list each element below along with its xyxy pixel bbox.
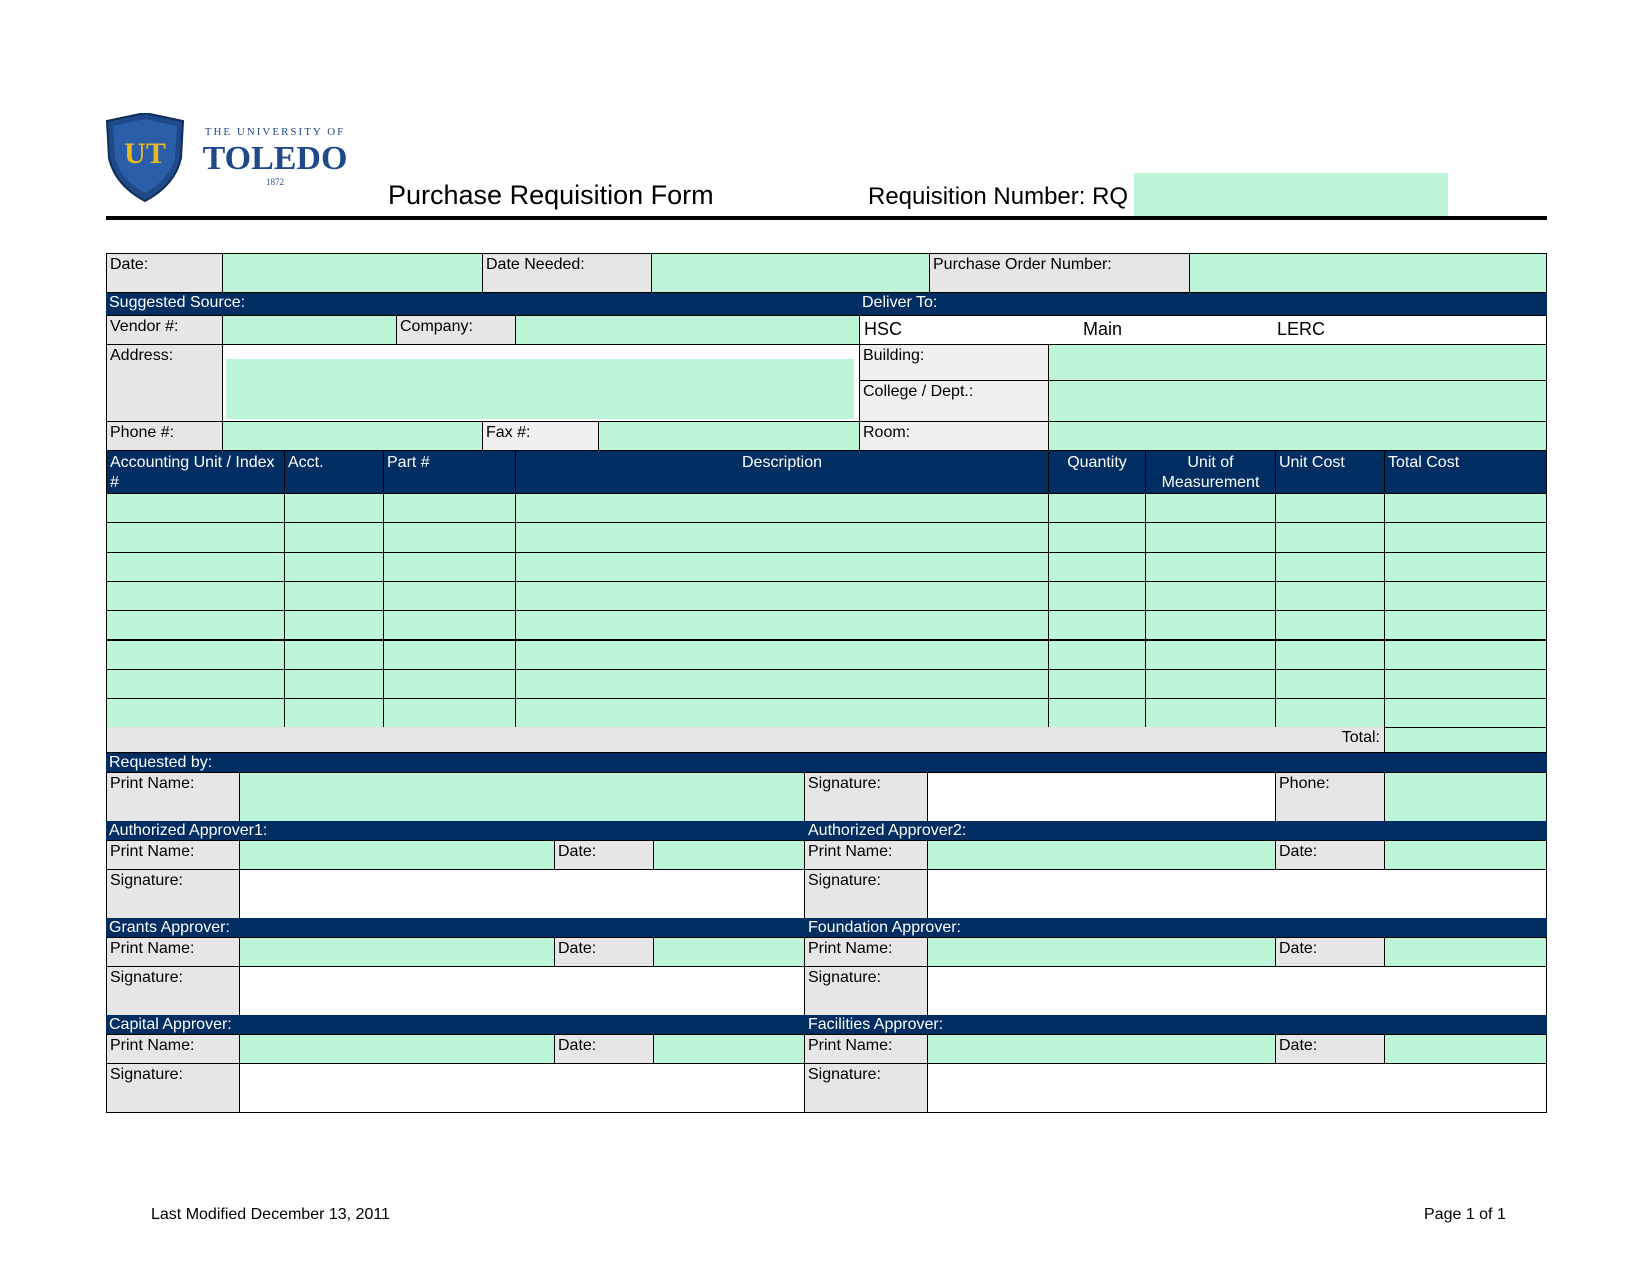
approver-3-right-date-input[interactable] — [1384, 1034, 1547, 1064]
approver-2-left-signature-input[interactable] — [239, 966, 805, 1016]
requested-print-name-input[interactable] — [239, 772, 805, 822]
address-input[interactable] — [226, 359, 854, 419]
phone-input[interactable] — [222, 421, 483, 451]
svg-text:TOLEDO: TOLEDO — [202, 140, 348, 177]
approver-2-left-header: Grants Approver: — [106, 918, 805, 937]
item-row-2-quantity-input[interactable] — [1048, 522, 1146, 552]
column-header-quantity: Quantity — [1048, 450, 1146, 494]
suggested-source-header: Suggested Source: — [106, 293, 859, 315]
deliver-to-header: Deliver To: — [859, 293, 1547, 315]
vendor-input[interactable] — [222, 315, 397, 345]
address-label: Address: — [106, 344, 223, 422]
approver-3-left-date-label: Date: — [554, 1034, 654, 1064]
column-header-acct: Acct. — [284, 450, 384, 494]
vendor-label: Vendor #: — [106, 315, 223, 345]
address-box — [222, 344, 860, 422]
item-row-4-unit-of-measurement-input[interactable] — [1145, 581, 1276, 611]
item-row-7-part-input[interactable] — [383, 669, 516, 699]
requisition-number-input[interactable] — [1134, 173, 1448, 219]
requested-signature-label: Signature: — [804, 772, 928, 822]
item-row-6-accounting-unit-input[interactable] — [106, 640, 285, 670]
approver-1-left-date-label: Date: — [554, 840, 654, 870]
item-row-1-acct-input[interactable] — [284, 493, 384, 523]
approver-2-left-signature-label: Signature: — [106, 966, 240, 1016]
item-row-1-quantity-input[interactable] — [1048, 493, 1146, 523]
requested-phone-label: Phone: — [1275, 772, 1385, 822]
item-row-7-unit-of-measurement-input[interactable] — [1145, 669, 1276, 699]
item-row-1-part-input[interactable] — [383, 493, 516, 523]
approver-2-right-signature-label: Signature: — [804, 966, 928, 1016]
item-row-6-description-input[interactable] — [515, 640, 1049, 670]
form-title: Purchase Requisition Form — [388, 180, 714, 210]
column-header-accounting-unit: Accounting Unit / Index # — [106, 450, 285, 494]
svg-text:THE UNIVERSITY OF: THE UNIVERSITY OF — [204, 126, 346, 138]
item-row-7-acct-input[interactable] — [284, 669, 384, 699]
approver-3-left-signature-label: Signature: — [106, 1063, 240, 1113]
po-number-label: Purchase Order Number: — [929, 253, 1190, 293]
approver-1-left-signature-label: Signature: — [106, 869, 240, 919]
item-row-6-total-cost-input[interactable] — [1384, 640, 1547, 670]
item-row-3-description-input[interactable] — [515, 552, 1049, 582]
item-row-6-acct-input[interactable] — [284, 640, 384, 670]
approver-1-right-signature-label: Signature: — [804, 869, 928, 919]
approver-3-left-print-name-input[interactable] — [239, 1034, 555, 1064]
date-input[interactable] — [222, 253, 483, 293]
item-row-4-unit-cost-input[interactable] — [1275, 581, 1385, 611]
fax-label: Fax #: — [482, 421, 599, 451]
total-label: Total: — [106, 727, 1385, 753]
item-row-5-total-cost-input[interactable] — [1384, 610, 1547, 640]
approver-1-right-print-name-label: Print Name: — [804, 840, 928, 870]
last-modified: Last Modified December 13, 2011 — [151, 1206, 390, 1223]
approver-3-right-header: Facilities Approver: — [805, 1015, 1547, 1034]
item-row-1-total-cost-input[interactable] — [1384, 493, 1547, 523]
item-row-7-total-cost-input[interactable] — [1384, 669, 1547, 699]
requested-signature-input[interactable] — [927, 772, 1276, 822]
item-row-5-unit-cost-input[interactable] — [1275, 610, 1385, 640]
approver-3-right-signature-label: Signature: — [804, 1063, 928, 1113]
item-row-3-quantity-input[interactable] — [1048, 552, 1146, 582]
approver-1-left-signature-input[interactable] — [239, 869, 805, 919]
date-needed-label: Date Needed: — [482, 253, 652, 293]
item-row-7-description-input[interactable] — [515, 669, 1049, 699]
approver-3-left-date-input[interactable] — [653, 1034, 805, 1064]
phone-label: Phone #: — [106, 421, 223, 451]
item-row-3-unit-of-measurement-input[interactable] — [1145, 552, 1276, 582]
building-label: Building: — [859, 344, 1049, 381]
approver-2-left-print-name-label: Print Name: — [106, 937, 240, 967]
item-row-1-description-input[interactable] — [515, 493, 1049, 523]
approver-2-left-print-name-input[interactable] — [239, 937, 555, 967]
college-dept-label: College / Dept.: — [859, 380, 1049, 422]
approver-1-left-print-name-input[interactable] — [239, 840, 555, 870]
deliver-location-options — [859, 315, 1547, 345]
column-header-total-cost: Total Cost — [1384, 450, 1547, 494]
item-row-3-acct-input[interactable] — [284, 552, 384, 582]
university-logo — [105, 113, 365, 203]
company-label: Company: — [396, 315, 516, 345]
approver-3-left-print-name-label: Print Name: — [106, 1034, 240, 1064]
column-header-unit-cost: Unit Cost — [1275, 450, 1385, 494]
item-row-5-accounting-unit-input[interactable] — [106, 610, 285, 640]
item-row-1-unit-cost-input[interactable] — [1275, 493, 1385, 523]
date-needed-input[interactable] — [651, 253, 930, 293]
item-row-4-description-input[interactable] — [515, 581, 1049, 611]
item-row-6-quantity-input[interactable] — [1048, 640, 1146, 670]
approver-1-left-header: Authorized Approver1: — [106, 821, 805, 840]
requested-print-name-label: Print Name: — [106, 772, 240, 822]
approver-3-right-print-name-input[interactable] — [927, 1034, 1276, 1064]
item-row-3-part-input[interactable] — [383, 552, 516, 582]
item-row-2-acct-input[interactable] — [284, 522, 384, 552]
approver-2-left-date-label: Date: — [554, 937, 654, 967]
item-row-7-quantity-input[interactable] — [1048, 669, 1146, 699]
svg-text:1872: 1872 — [266, 177, 284, 187]
item-row-4-acct-input[interactable] — [284, 581, 384, 611]
title-divider — [106, 216, 1547, 220]
approver-1-right-signature-input[interactable] — [927, 869, 1547, 919]
item-row-5-description-input[interactable] — [515, 610, 1049, 640]
item-row-6-unit-cost-input[interactable] — [1275, 640, 1385, 670]
room-input[interactable] — [1048, 421, 1547, 451]
item-row-2-total-cost-input[interactable] — [1384, 522, 1547, 552]
approver-2-right-print-name-label: Print Name: — [804, 937, 928, 967]
column-header-part: Part # — [383, 450, 516, 494]
item-row-7-accounting-unit-input[interactable] — [106, 669, 285, 699]
item-row-2-unit-cost-input[interactable] — [1275, 522, 1385, 552]
deliver-option-hsc[interactable]: HSC — [864, 319, 903, 339]
building-input[interactable] — [1048, 344, 1547, 381]
approver-1-right-date-input[interactable] — [1384, 840, 1547, 870]
approver-3-right-signature-input[interactable] — [927, 1063, 1547, 1113]
college-dept-input[interactable] — [1048, 380, 1547, 422]
approver-1-left-date-input[interactable] — [653, 840, 805, 870]
column-header-unit-of-measurement: Unit of Measurement — [1145, 450, 1276, 494]
approver-2-right-date-input[interactable] — [1384, 937, 1547, 967]
requested-by-header: Requested by: — [106, 753, 1547, 772]
approver-3-right-date-label: Date: — [1275, 1034, 1385, 1064]
requisition-form-grid — [106, 253, 1547, 1110]
room-label: Room: — [859, 421, 1049, 451]
item-row-6-part-input[interactable] — [383, 640, 516, 670]
item-row-4-total-cost-input[interactable] — [1384, 581, 1547, 611]
approver-2-right-print-name-input[interactable] — [927, 937, 1276, 967]
approver-1-right-date-label: Date: — [1275, 840, 1385, 870]
item-row-5-acct-input[interactable] — [284, 610, 384, 640]
item-row-4-accounting-unit-input[interactable] — [106, 581, 285, 611]
date-label: Date: — [106, 253, 223, 293]
approver-2-right-signature-input[interactable] — [927, 966, 1547, 1016]
item-row-3-accounting-unit-input[interactable] — [106, 552, 285, 582]
approver-2-right-header: Foundation Approver: — [805, 918, 1547, 937]
item-row-5-quantity-input[interactable] — [1048, 610, 1146, 640]
item-row-6-unit-of-measurement-input[interactable] — [1145, 640, 1276, 670]
deliver-option-lerc[interactable]: LERC — [1277, 319, 1326, 339]
company-input[interactable] — [515, 315, 860, 345]
item-row-5-unit-of-measurement-input[interactable] — [1145, 610, 1276, 640]
approver-3-left-signature-input[interactable] — [239, 1063, 805, 1113]
svg-text:UT: UT — [124, 137, 166, 170]
approver-1-left-print-name-label: Print Name: — [106, 840, 240, 870]
approver-1-right-print-name-input[interactable] — [927, 840, 1276, 870]
requested-phone-input[interactable] — [1384, 772, 1547, 822]
approver-3-left-header: Capital Approver: — [106, 1015, 805, 1034]
item-row-2-description-input[interactable] — [515, 522, 1049, 552]
column-header-description: Description — [515, 450, 1049, 494]
item-row-2-part-input[interactable] — [383, 522, 516, 552]
item-row-5-part-input[interactable] — [383, 610, 516, 640]
approver-2-right-date-label: Date: — [1275, 937, 1385, 967]
item-row-1-accounting-unit-input[interactable] — [106, 493, 285, 523]
page-number: Page 1 of 1 — [1424, 1206, 1506, 1223]
item-row-2-unit-of-measurement-input[interactable] — [1145, 522, 1276, 552]
po-number-input[interactable] — [1189, 253, 1547, 293]
approver-3-right-print-name-label: Print Name: — [804, 1034, 928, 1064]
item-row-3-unit-cost-input[interactable] — [1275, 552, 1385, 582]
item-row-4-quantity-input[interactable] — [1048, 581, 1146, 611]
deliver-option-main[interactable]: Main — [1083, 319, 1123, 339]
item-row-7-unit-cost-input[interactable] — [1275, 669, 1385, 699]
approver-2-left-date-input[interactable] — [653, 937, 805, 967]
total-cost-input[interactable] — [1384, 727, 1547, 753]
item-row-4-part-input[interactable] — [383, 581, 516, 611]
item-row-2-accounting-unit-input[interactable] — [106, 522, 285, 552]
approver-1-right-header: Authorized Approver2: — [805, 821, 1547, 840]
requisition-number-label: Requisition Number: RQ — [868, 183, 1129, 210]
item-row-3-total-cost-input[interactable] — [1384, 552, 1547, 582]
fax-input[interactable] — [598, 421, 860, 451]
item-row-1-unit-of-measurement-input[interactable] — [1145, 493, 1276, 523]
